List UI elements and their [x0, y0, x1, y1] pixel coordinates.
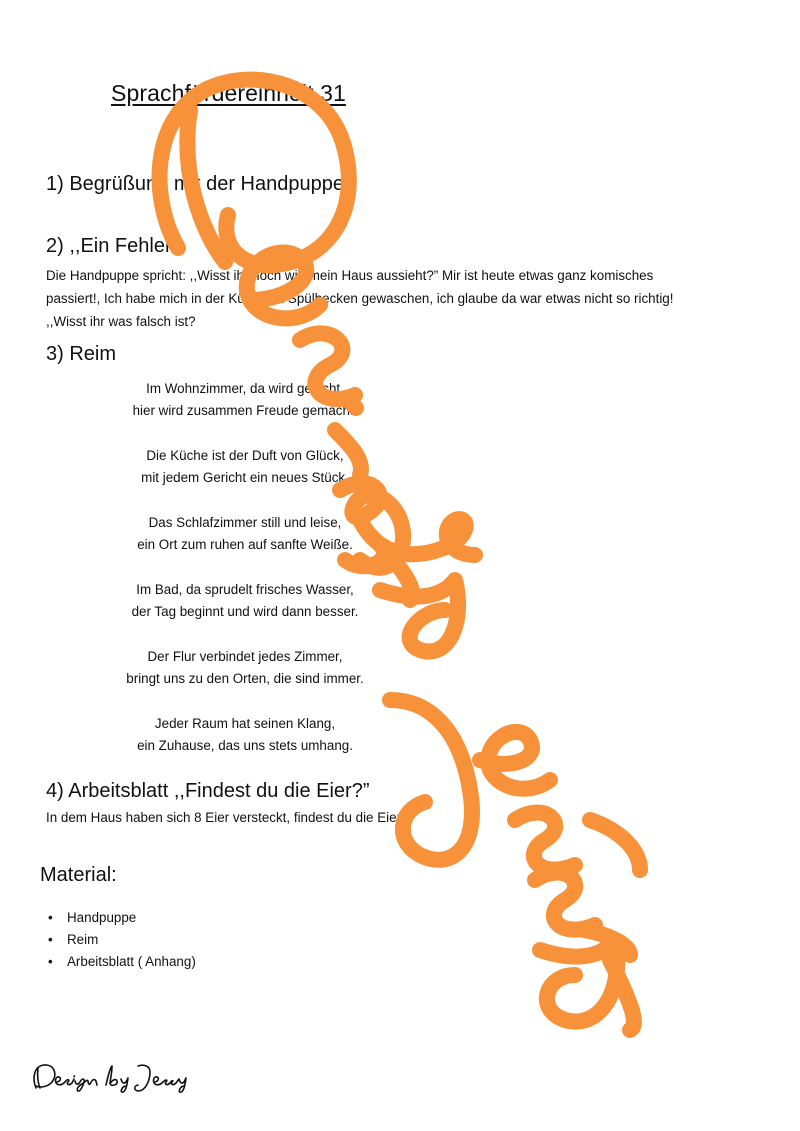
paragraph-line: passiert!, Ich habe mich in der Küche im Spülbecken gewaschen, ich glaube da war etwas nicht so richtig!	[46, 291, 674, 306]
list-item: • Handpuppe	[48, 907, 196, 929]
signature-logo	[26, 1058, 201, 1098]
watermark-stroke	[390, 700, 472, 860]
poem-line: ein Ort zum ruhen auf sanfte Weiße.	[137, 537, 353, 552]
list-item: • Arbeitsblatt ( Anhang)	[48, 951, 196, 973]
watermark-stroke	[380, 580, 458, 652]
poem-line: Im Wohnzimmer, da wird gelacht,	[146, 381, 344, 396]
poem-line: mit jedem Gericht ein neues Stück.	[141, 470, 349, 485]
poem-line: Das Schlafzimmer still und leise,	[148, 515, 342, 530]
poem-line: Der Flur verbindet jedes Zimmer,	[147, 649, 343, 664]
poem-line: bringt uns zu den Orten, die sind immer.	[126, 671, 364, 686]
material-heading: Material:	[40, 864, 117, 886]
poem-line: ein Zuhause, das uns stets umhang.	[137, 738, 353, 753]
watermark-stroke	[480, 732, 550, 789]
material-list	[48, 907, 196, 973]
signature-stroke	[34, 1065, 55, 1088]
poem-line: Die Küche ist der Duft von Glück,	[146, 448, 344, 463]
poem-stanza	[105, 512, 385, 556]
poem-stanza	[105, 646, 385, 690]
poem-line: hier wird zusammen Freude gemacht.	[132, 403, 358, 418]
watermark-stroke	[540, 940, 634, 1030]
poem-line: Jeder Raum hat seinen Klang,	[154, 716, 336, 731]
document-title: Sprachfördereinheit 31	[111, 80, 346, 106]
poem-stanza	[105, 378, 385, 422]
section-heading-rhyme: 3) Reim	[46, 343, 117, 365]
poem-stanza	[105, 445, 385, 489]
poem-stanza	[105, 579, 385, 623]
poem-line: der Tag beginnt und wird dann besser.	[131, 604, 359, 619]
rhyme-poem	[105, 378, 385, 780]
section-heading-mistake: 2) ,,Ein Fehler”	[46, 235, 179, 257]
paragraph-line: Die Handpuppe spricht: ,,Wisst ihr noch wie mein Haus aussieht?” Mir ist heute etwas ganz komisches	[46, 268, 654, 283]
poem-stanza	[105, 713, 385, 757]
section-heading-greeting: 1) Begrüßung mit der Handpuppe	[46, 173, 344, 195]
watermark-stroke	[515, 813, 575, 870]
section-heading-worksheet: 4) Arbeitsblatt ,,Findest du die Eier?”	[46, 780, 370, 802]
signature-stroke	[106, 1066, 128, 1092]
list-item: • Reim	[48, 929, 196, 951]
watermark-stroke	[535, 873, 595, 930]
watermark-stroke	[585, 820, 640, 955]
signature-stroke	[56, 1076, 97, 1091]
paragraph-line: ,,Wisst ihr was falsch ist?	[46, 314, 196, 329]
mistake-paragraph	[46, 264, 766, 333]
poem-line: Im Bad, da sprudelt frisches Wasser,	[136, 582, 354, 597]
signature-stroke	[135, 1065, 186, 1092]
worksheet-description: In dem Haus haben sich 8 Eier versteckt, findest du die Eier?	[46, 810, 409, 825]
